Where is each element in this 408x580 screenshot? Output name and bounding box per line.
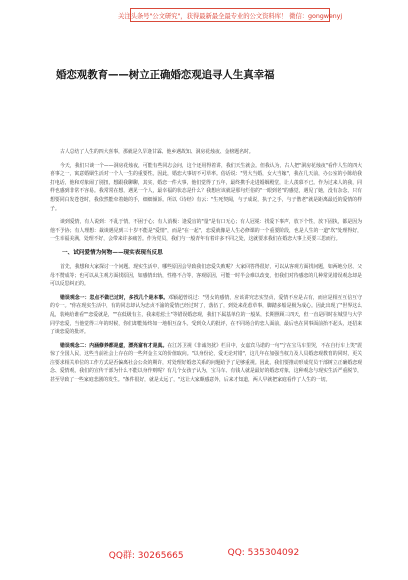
footer-contact: [0, 548, 408, 562]
section-heading: 一、试问爱情为何物——现实表现当反思: [62, 249, 163, 256]
footer-qq-group: QQ群: 30265665: [108, 551, 184, 561]
misconception-body: 在江苏卫视《非诚勿扰》栏目中，女嘉宾马诺的一句"宁在宝马车里哭，不在自行车上笑"震惊了全国人民，这些当前社会上存在的一些拜金主义的价值取向。"以身份论，爱无论对错"，这几年在加强当权力及人员婚恋观教育的同时，更关注要求相关单位的工作方式是否偏离社会公众的期许，对处理好婚恋关系的问题给予了足够重视。因此，我们要推动形成党员干部树立正确婚恋观念、爱情观，我们的宣传干部为什么不能以身作则呢？有几个女孩子认为，宝马车、有钱人就是最好的婚恋对象，这种观念与现实生活严重脱节，甚至导致了一些家庭悲剧的发生。"条件很好，就是太远了，"这让大家颇感意外，后来才知道，两人早就把家庭看作了人生的一切。: [50, 342, 363, 384]
footer-qq: QQ: 535304092: [227, 548, 300, 558]
intro-paragraph: 古人总结了人生的四大喜事，那就是久旱逢甘霖、他乡遇故知、洞房花烛夜、金榜题名时。: [60, 149, 254, 155]
intro-paragraph: 今天，我们只谈一个——洞房花烛夜，可能有些同志会问，这个还用得着讲，我们天生就会。但我认为，古人把"洞房花烛夜"看作人生的四大喜事之一，寓意婚姻生活对一个人一生的重要性。因此，婚恋大事切不可草率。俗话说："男大当婚，女大当嫁"，我在几天前，办公室的小陈给我打电话，他和对象闹了别扭，想跟我聊聊，其实，婚恋一件大事，他们觉得了五年，最终携手走进婚姻殿堂，让人羡慕不已。作为过来人的我，同样也感到非常不容易。我常常在想，遇见一个人，最幸福的状态是什么？我想应该就是那句烂俗的"一眼到老"的感觉，遇见了她，没有杂念，只有想要同白发苍苍时，我依然能牵着她的手，细细倾诉。所以《诗经》有云："生死契阔，与子成说，执子之手，与子偕老"就是距离最近的爱情的样子。: [50, 162, 362, 212]
top-banner: [118, 8, 342, 22]
misconception-paragraph: [50, 294, 362, 337]
banner-text: 关注头条号"公文研究"，获得最新最全最专业的公文资料库！ 微信：gongwenyj: [118, 11, 342, 20]
misconception-lead: 错误观念一：忽点不做已过时，多找几个是本事。: [60, 294, 169, 301]
intro-paragraph: 谈到爱情，有人说到：不乱于情，不困于心；有人消极：逢爱盲的"量"是有口无心；有人冠冕：找爱下事声，放下个性，放下固执，都是因为他不予协；有人理想：裁谈遇见到三十岁不能是"爱情"，而是"在一起"，恋爱就像是人生必修课的一个重要阶段，也是人生的一道"坎"处理得好，一生幸福美满，处理不好，会带来许多痛苦。作为党员，我们与一般青年有着许多不同之处，这就要求我们在婚恋大事上更要三思而行。: [50, 219, 362, 243]
document-title: 婚恋观教育——树立正确婚恋观追寻人生真幸福: [56, 69, 275, 81]
section-paragraph: 首先，我想和大家探讨一个问题。现实生活中，哪些原因会导致我们恋爱失败呢？大家回答得很好，可以从客观方面找问题，如两地分居、父母不赞成等；也可以从主观方面找原因，如感情出轨，性格不合等，客观原因，可能一时半会难以改变，但我们对待感恋的几种常见错误观念却是可以反思纠正的。: [50, 263, 362, 288]
document-body: [50, 148, 362, 390]
misconception-lead: 错误观念二：内涵修养都是虚，漂亮富有才是真。: [60, 342, 168, 349]
misconception-paragraph: [50, 342, 362, 385]
misconception-body: 邓颖超曾说过："男女的感情，应该讲究忠实坚贞，爱情不应是占有，而应是相互互信互守的专一。"你在现实生活中，有的同志却认为忠贞不渝的爱情已经过时了，落伍了，到处来花惹草事，脚踏多船是极为成心。因此出现了"世界这么乱，装纯给谁看""恋爱就是，""在低级有主，我来松松土"等错误婚恋观，我们下属基单位的一般某，长期照顾三四天，但一直是同时在城里与大学同学恋爱，当他觉得三年的时候，你们却能始终如一地相互奋斗。受到众人的批评，在不同场合的恋人面前，最后也在同事面前抬不起头，还招来了谈恋爱的批评。: [50, 294, 362, 336]
